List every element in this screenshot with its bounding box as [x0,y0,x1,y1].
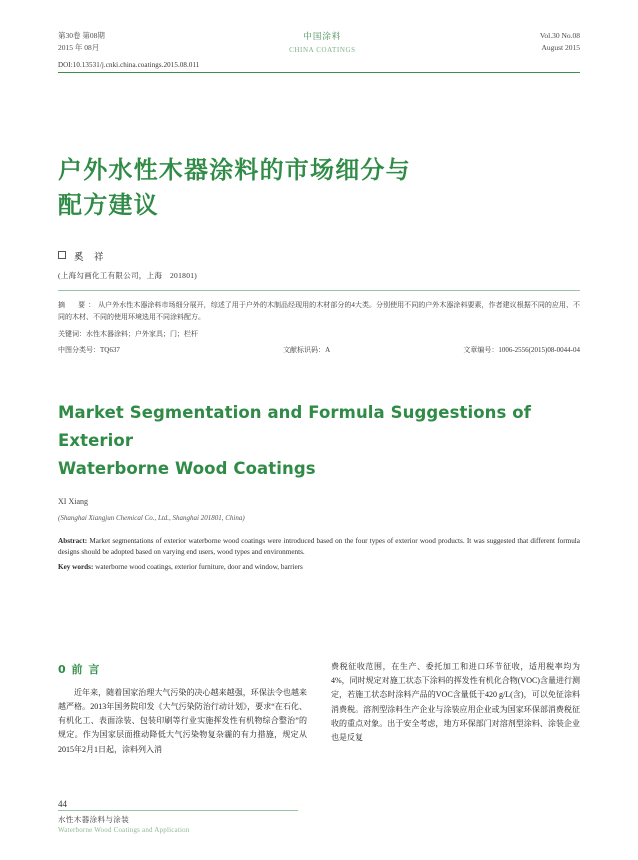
running-head-center [105,30,540,56]
keywords-en [58,563,580,571]
affiliation-en: (Shanghai Xiangjun Chemical Co., Ltd., Shanghai 201801, China) [58,513,245,522]
author-cn [58,249,580,263]
page-title-cn [58,153,580,223]
abstract-en-label: Abstract: [58,536,88,545]
footer-section-en: Waterborne Wood Coatings and Application [58,826,190,834]
page-title-en [58,399,580,483]
body-paragraph-right: 费税征收范围，在生产、委托加工和进口环节征收，适用税率均为4%，同时规定对施工状态下涂料的挥发性有机化合物(VOC)含量进行测定，若施工状态时涂料产品的VOC含量低于420 g/L(含)，可以免征涂料消费税。溶剂型涂料生产企业与涂装应用企业或为国家环保部消费税征收的重点对象。出于安全考虑，地方环保部门对溶剂型涂料、涂装企业也是反复 [331,662,580,743]
author-cn-name: 奚 祥 [74,252,105,263]
page-title-cn-line2: 配方建议 [58,190,159,219]
classification-codes [58,345,580,355]
footer-divider [58,810,298,811]
clc-code [58,345,120,355]
author-en: XI Xiang [58,496,88,506]
abstract-en [58,536,580,559]
clc-label: 中图分类号： [58,345,100,354]
document-code [283,345,330,355]
volume-issue-cn: 第30卷 第08期 [58,31,105,40]
affiliation-cn: (上海勾画化工有限公司，上海 201801) [58,270,198,280]
article-number [463,345,580,355]
footer-section-cn: 水性木器涂料与涂装 [58,815,130,824]
running-head-left [58,30,105,53]
running-head [58,0,580,56]
header-divider [58,72,580,73]
article-number-value: 1006-2556(2015)08-0044-04 [498,345,580,354]
keywords-en-label: Key words: [58,563,94,572]
page-title-cn-line1: 户外水性木器涂料的市场细分与 [58,156,411,185]
journal-title-cn: 中国涂料 [303,31,342,41]
page-number: 44 [58,799,67,809]
keywords-cn-label: 关键词： [58,329,86,338]
article-number-label: 文章编号： [463,345,499,354]
document-code-label: 文献标识码： [283,345,326,354]
section-heading: 0 前 言 [58,663,101,676]
body-column-left [58,660,307,757]
doi-line: DOI:10.13531/j.cnki.china.coatings.2015.08.011 [58,61,200,70]
title-block [58,153,580,281]
page-footer [58,799,308,834]
page-title-en-line1: Market Segmentation and Formula Suggestions of Exterior [58,402,532,450]
abstract-en-text: Market segmentations of exterior waterborne wood coatings were introduced based on the four types of exterior wood products. It was suggested that different formula designs should be adopted based on varying end users, wood types and environments. [58,536,580,557]
page-title-en-line2: Waterborne Wood Coatings [58,458,316,478]
body-paragraph-left: 近年来，随着国家治理大气污染的决心越来越强，环保法令也越来越严格。2013年国务院印发《大气污染防治行动计划》，要求“在石化、有机化工、表面涂装、包装印刷等行业实施挥发性有机物综合整治”的规定。作为国家层面推动降低大气污染物复杂霾的有力措施，规定从2015年2月1日起，涂料列入消 [58,687,307,754]
square-bullet-icon [58,251,66,259]
journal-title-en: CHINA COATINGS [289,46,356,55]
body-column-right [331,660,580,757]
keywords-en-text: waterborne wood coatings, exterior furniture, door and window, barriers [93,563,303,572]
body-columns [58,660,580,757]
abstract-cn-text: 从户外水性木器涂料市场细分展开，综述了用于户外的木制品经现用的木材部分的4大类。分别使用不同的户外木器涂料要素，作者建议根据不同的应用、不同的木材、不同的使用环境选用不同涂料配方。 [58,300,580,321]
abstract-cn [58,299,580,323]
date-en: August 2015 [541,42,580,52]
date-cn: 2015 年 08月 [58,42,100,52]
abstract-cn-label: 摘 要： [58,300,99,309]
keywords-cn-text: 水性木器涂料；户外家具；门；栏杆 [86,329,198,338]
volume-issue-en: Vol.30 No.08 [539,31,580,40]
running-head-right [540,30,580,53]
keywords-cn [58,329,580,339]
clc-value: TQ637 [100,345,120,354]
abstract-divider-top [58,290,580,291]
document-code-value: A [325,345,331,354]
